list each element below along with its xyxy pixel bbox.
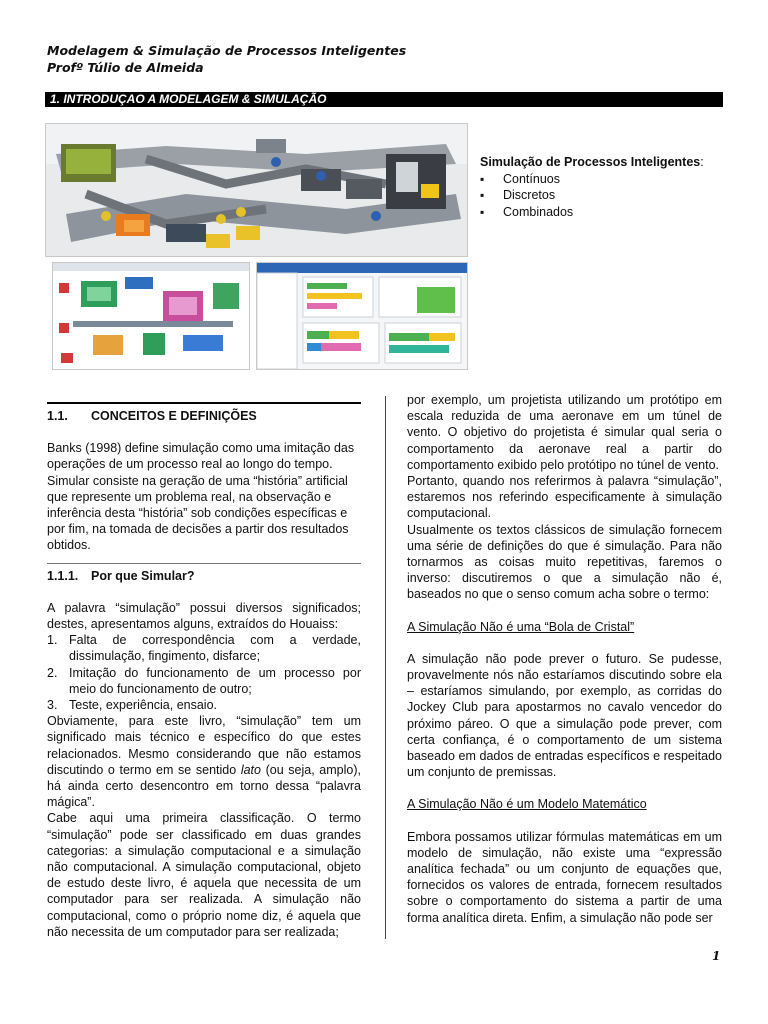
list-item: ▪ Contínuos <box>480 171 704 188</box>
plant-layout-image <box>52 262 250 370</box>
simulation-software-image <box>256 262 468 370</box>
subheading: A Simulação Não é um Modelo Matemático <box>407 797 647 812</box>
list-item: 1. Falta de correspondência com a verdade, dissimulação, fingimento, disfarce; <box>47 633 361 664</box>
paragraph: Cabe aqui uma primeira classificação. O termo “simulação” pode ser classificado em duas grandes categorias: a simulação computacional e a simulação não computacional. A simulação computacional, objeto de estudo deste livro, é aquela que necessita de um computador para ser realizada. A simulação não computacional, como o próprio nome diz, é aquela que não necessita de um computador para ser realizada; <box>47 811 361 939</box>
paragraph: Obviamente, para este livro, “simulação” tem um significado mais técnico e específico do que estes relacionados. Mesmo considerando que não estamos discutindo o termo em se sentido lato (ou seja, amplo), há ainda certo desencontro em torno dessa “palavra mágica”. <box>47 714 361 810</box>
subsection-heading <box>47 408 361 424</box>
subsubsection-title: Por que Simular? <box>91 568 195 583</box>
subsection-title: CONCEITOS E DEFINIÇÕES <box>91 409 257 423</box>
list-item: 2. Imitação do funcionamento de um processo por meio do funcionamento de outro; <box>47 665 361 696</box>
paragraph: por exemplo, um projetista utilizando um protótipo em escala reduzida de uma aeronave em um túnel de vento. O objetivo do projetista é simular qual seria o comportamento da aeronave real a partir do comportamento exibido pelo protótipo no túnel de vento. <box>407 393 722 472</box>
list-item: 3. Teste, experiência, ensaio. <box>47 698 218 713</box>
course-title: Modelagem & Simulação de Processos Inteligentes <box>47 43 407 58</box>
subsubsection-number: 1.1.1. <box>47 568 79 583</box>
section-rule <box>47 402 361 404</box>
right-column <box>407 392 722 926</box>
simulation-types-title: Simulação de Processos Inteligentes <box>480 155 701 169</box>
subheading: A Simulação Não é uma “Bola de Cristal” <box>407 619 635 634</box>
left-column <box>47 402 361 940</box>
column-divider <box>385 396 386 939</box>
simulation-types-colon: : <box>700 155 704 169</box>
list-item: ▪ Combinados <box>480 204 704 221</box>
paragraph: A simulação não pode prever o futuro. Se pudesse, provavelmente nós não estaríamos discutindo sobre ela – estaríamos simulando, por exemplo, as corridas do Jockey Club para apostarmos no cavalo vencedor do próximo páreo. O que a simulação pode prever, com certa confiança, é o comportamento de um sistema baseado em dados de entradas específicos e respeitado um conjunto de premissas. <box>407 651 722 780</box>
paragraph: Embora possamos utilizar fórmulas matemáticas em um modelo de simulação, não existe uma “expressão analítica fechada” ou um conjunto de equações que, fornecidos os valores de entrada, fornecem resultados sobre o comportamento do sistema a partir de uma forma analítica direta. Enfim, a simulação não pode ser <box>407 829 722 925</box>
definitions-list <box>47 632 361 713</box>
paragraph: A palavra “simulação” possui diversos significados; destes, apresentamos alguns, extraídos do Houaiss: <box>47 600 361 632</box>
factory-simulation-image <box>45 123 468 257</box>
paragraph: Banks (1998) define simulação como uma imitação das operações de um processo real ao longo do tempo. Simular consiste na geração de uma “história” artificial que represente um problema real, na observação e inferência desta “história” sob condições específicas e por fim, na tomada de decisões a partir dos resultados obtidos. <box>47 441 355 553</box>
simulation-types-list <box>480 171 704 221</box>
simulation-types-box <box>480 154 704 220</box>
subsection-number: 1.1. <box>47 409 68 423</box>
paragraph: Portanto, quando nos referirmos à palavra “simulação”, estaremos nos referindo especificamente à simulação computacional. <box>407 474 722 521</box>
section-title-bar: 1. INTRODUÇAO A MODELAGEM & SIMULAÇÃO <box>45 92 723 107</box>
document-header <box>47 42 406 76</box>
page-number: 1 <box>712 949 721 963</box>
professor-name: Profº Túlio de Almeida <box>47 60 204 75</box>
list-item: ▪ Discretos <box>480 187 704 204</box>
paragraph: Usualmente os textos clássicos de simulação fornecem uma série de definições do que é simulação. Para não tornarmos as coisas muito repetitivas, faremos o inverso: discutiremos o que a simulação não é, baseados no que o senso comum acha sobre o termo: <box>407 522 722 602</box>
subsubsection-heading <box>47 568 361 584</box>
